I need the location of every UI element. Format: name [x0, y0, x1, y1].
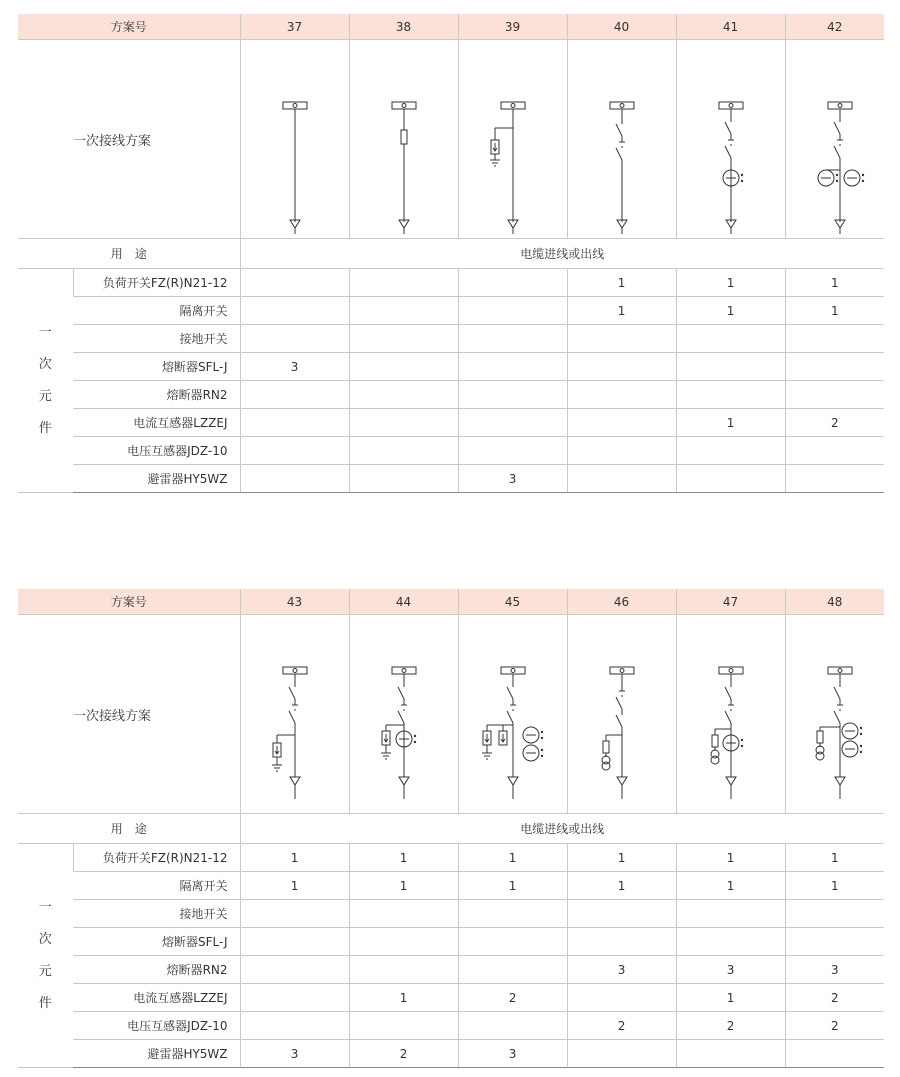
- component-name: 避雷器HY5WZ: [73, 1040, 240, 1068]
- component-quantity: [240, 984, 349, 1012]
- component-quantity: [785, 900, 884, 928]
- component-quantity: 3: [785, 956, 884, 984]
- switches-fuse-pt-2ct-icon: [786, 619, 885, 809]
- switches-arrester-icon: [241, 619, 349, 809]
- component-name: 熔断器RN2: [73, 381, 240, 409]
- component-row: [18, 353, 884, 381]
- diagram-label: 一次接线方案: [18, 615, 240, 814]
- component-quantity: 3: [567, 956, 676, 984]
- component-name: 隔离开关: [73, 872, 240, 900]
- component-quantity: [567, 353, 676, 381]
- component-quantity: [785, 353, 884, 381]
- scheme-table-1: [18, 14, 884, 493]
- component-quantity: [458, 381, 567, 409]
- group-char: 元: [38, 388, 52, 404]
- component-quantity: 1: [785, 297, 884, 325]
- component-quantity: [349, 437, 458, 465]
- component-quantity: [567, 984, 676, 1012]
- component-quantity: 1: [349, 984, 458, 1012]
- component-row: [18, 269, 884, 297]
- scheme-table-2: [18, 589, 884, 1068]
- scheme-number-label: 方案号: [18, 14, 240, 40]
- component-quantity: [567, 409, 676, 437]
- component-quantity: 1: [785, 269, 884, 297]
- component-quantity: [240, 297, 349, 325]
- component-quantity: 1: [567, 269, 676, 297]
- component-quantity: 1: [676, 844, 785, 872]
- component-quantity: [458, 409, 567, 437]
- component-row: [18, 409, 884, 437]
- component-name: 隔离开关: [73, 297, 240, 325]
- component-row: [18, 381, 884, 409]
- diagram-row: [18, 40, 884, 239]
- wiring-diagram-cell: [349, 615, 458, 814]
- component-quantity: [785, 1040, 884, 1068]
- component-name: 避雷器HY5WZ: [73, 465, 240, 493]
- component-row: [18, 928, 884, 956]
- switches-arrester-ct-icon: [350, 619, 458, 809]
- component-quantity: [676, 465, 785, 493]
- group-char: 一: [38, 899, 52, 915]
- component-quantity: [567, 437, 676, 465]
- component-quantity: 3: [458, 465, 567, 493]
- component-quantity: [567, 325, 676, 353]
- use-row: [18, 239, 884, 269]
- component-quantity: 2: [785, 984, 884, 1012]
- switches-fuse-pt-icon: [568, 619, 676, 809]
- component-quantity: [567, 465, 676, 493]
- component-quantity: [676, 353, 785, 381]
- group-char: 次: [38, 931, 52, 947]
- component-row: [18, 297, 884, 325]
- header-row: [18, 589, 884, 615]
- component-quantity: 1: [676, 872, 785, 900]
- component-quantity: [240, 1012, 349, 1040]
- component-quantity: [458, 325, 567, 353]
- scheme-number: 39: [458, 14, 567, 40]
- component-name: 接地开关: [73, 900, 240, 928]
- component-quantity: 1: [458, 844, 567, 872]
- wiring-diagram-cell: [676, 40, 785, 239]
- component-quantity: [676, 928, 785, 956]
- busbar-feeder-icon: [241, 44, 349, 234]
- component-name: 接地开关: [73, 325, 240, 353]
- component-quantity: [458, 900, 567, 928]
- component-name: 负荷开关FZ(R)N21-12: [73, 844, 240, 872]
- component-quantity: [349, 409, 458, 437]
- component-quantity: 2: [785, 409, 884, 437]
- component-quantity: [458, 1012, 567, 1040]
- component-quantity: [349, 465, 458, 493]
- component-row: [18, 984, 884, 1012]
- scheme-number: 47: [676, 589, 785, 615]
- wiring-diagram-cell: [349, 40, 458, 239]
- use-value: 电缆进线或出线: [240, 814, 884, 844]
- component-quantity: [567, 1040, 676, 1068]
- busbar-switches-ct-feeder-icon: [677, 44, 785, 234]
- component-quantity: 3: [676, 956, 785, 984]
- wiring-diagram-cell: [458, 40, 567, 239]
- component-quantity: [349, 381, 458, 409]
- switches-fuse-pt-ct-icon: [677, 619, 785, 809]
- component-quantity: [240, 900, 349, 928]
- component-quantity: 1: [458, 872, 567, 900]
- wiring-diagram-cell: [676, 615, 785, 814]
- switches-arrester-2ct-icon: [459, 619, 567, 809]
- use-value: 电缆进线或出线: [240, 239, 884, 269]
- scheme-number: 48: [785, 589, 884, 615]
- component-quantity: [458, 928, 567, 956]
- component-quantity: [785, 928, 884, 956]
- diagram-label: 一次接线方案: [18, 40, 240, 239]
- component-quantity: 1: [240, 844, 349, 872]
- component-quantity: 1: [349, 872, 458, 900]
- component-quantity: 2: [349, 1040, 458, 1068]
- component-name: 电压互感器JDZ-10: [73, 1012, 240, 1040]
- component-row: [18, 872, 884, 900]
- scheme-number: 43: [240, 589, 349, 615]
- wiring-diagram-cell: [458, 615, 567, 814]
- component-quantity: [349, 269, 458, 297]
- header-row: [18, 14, 884, 40]
- busbar-fuse-feeder-icon: [350, 44, 458, 234]
- use-row: [18, 814, 884, 844]
- component-row: [18, 844, 884, 872]
- component-group-label: [18, 269, 73, 493]
- component-name: 熔断器RN2: [73, 956, 240, 984]
- component-quantity: [240, 409, 349, 437]
- component-row: [18, 465, 884, 493]
- component-quantity: 1: [240, 872, 349, 900]
- wiring-diagram-cell: [240, 40, 349, 239]
- component-quantity: [240, 381, 349, 409]
- component-quantity: [240, 269, 349, 297]
- scheme-number: 40: [567, 14, 676, 40]
- busbar-switches-feeder-icon: [568, 44, 676, 234]
- group-char: 件: [38, 420, 52, 436]
- component-quantity: [567, 900, 676, 928]
- component-quantity: 1: [676, 297, 785, 325]
- component-quantity: 2: [458, 984, 567, 1012]
- component-quantity: 1: [567, 844, 676, 872]
- scheme-number: 45: [458, 589, 567, 615]
- component-name: 熔断器SFL-J: [73, 928, 240, 956]
- component-quantity: 1: [676, 269, 785, 297]
- component-quantity: [240, 956, 349, 984]
- component-quantity: [785, 381, 884, 409]
- wiring-diagram-cell: [240, 615, 349, 814]
- component-quantity: [785, 325, 884, 353]
- component-quantity: [349, 325, 458, 353]
- component-row: [18, 437, 884, 465]
- component-quantity: [567, 928, 676, 956]
- component-quantity: [240, 437, 349, 465]
- component-quantity: [676, 1040, 785, 1068]
- component-quantity: 1: [785, 872, 884, 900]
- component-quantity: 1: [676, 409, 785, 437]
- component-quantity: [676, 437, 785, 465]
- component-quantity: 3: [240, 1040, 349, 1068]
- component-quantity: 3: [458, 1040, 567, 1068]
- wiring-diagram-cell: [785, 40, 884, 239]
- component-row: [18, 956, 884, 984]
- component-name: 熔断器SFL-J: [73, 353, 240, 381]
- busbar-switches-2ct-feeder-icon: [786, 44, 885, 234]
- component-quantity: 2: [785, 1012, 884, 1040]
- wiring-diagram-cell: [567, 615, 676, 814]
- component-quantity: [240, 465, 349, 493]
- use-label: 用 途: [18, 814, 240, 844]
- group-char: 件: [38, 995, 52, 1011]
- group-char: 元: [38, 963, 52, 979]
- scheme-number: 37: [240, 14, 349, 40]
- component-group-label: [18, 844, 73, 1068]
- component-quantity: [785, 437, 884, 465]
- wiring-diagram-cell: [785, 615, 884, 814]
- wiring-diagram-cell: [567, 40, 676, 239]
- scheme-number: 38: [349, 14, 458, 40]
- component-quantity: [458, 353, 567, 381]
- component-quantity: 2: [676, 1012, 785, 1040]
- component-quantity: [458, 437, 567, 465]
- component-quantity: [458, 297, 567, 325]
- scheme-number: 42: [785, 14, 884, 40]
- group-char: 次: [38, 356, 52, 372]
- component-quantity: 3: [240, 353, 349, 381]
- component-quantity: [240, 928, 349, 956]
- component-quantity: [458, 956, 567, 984]
- component-quantity: [676, 900, 785, 928]
- scheme-number: 46: [567, 589, 676, 615]
- scheme-number: 41: [676, 14, 785, 40]
- scheme-number-label: 方案号: [18, 589, 240, 615]
- component-quantity: [785, 465, 884, 493]
- busbar-arrester-feeder-icon: [459, 44, 567, 234]
- component-name: 负荷开关FZ(R)N21-12: [73, 269, 240, 297]
- component-quantity: [349, 928, 458, 956]
- component-name: 电流互感器LZZEJ: [73, 409, 240, 437]
- component-quantity: 1: [567, 297, 676, 325]
- component-quantity: [349, 956, 458, 984]
- component-row: [18, 900, 884, 928]
- component-row: [18, 1040, 884, 1068]
- component-name: 电流互感器LZZEJ: [73, 984, 240, 1012]
- diagram-row: [18, 615, 884, 814]
- scheme-number: 44: [349, 589, 458, 615]
- component-quantity: 1: [567, 872, 676, 900]
- component-quantity: [458, 269, 567, 297]
- component-quantity: [676, 381, 785, 409]
- component-quantity: [349, 353, 458, 381]
- component-quantity: 1: [676, 984, 785, 1012]
- component-quantity: [349, 1012, 458, 1040]
- component-quantity: [676, 325, 785, 353]
- group-char: 一: [38, 324, 52, 340]
- component-quantity: [567, 381, 676, 409]
- component-quantity: [349, 900, 458, 928]
- component-name: 电压互感器JDZ-10: [73, 437, 240, 465]
- component-quantity: [349, 297, 458, 325]
- component-row: [18, 1012, 884, 1040]
- component-quantity: 1: [785, 844, 884, 872]
- component-row: [18, 325, 884, 353]
- component-quantity: [240, 325, 349, 353]
- component-quantity: 1: [349, 844, 458, 872]
- component-quantity: 2: [567, 1012, 676, 1040]
- use-label: 用 途: [18, 239, 240, 269]
